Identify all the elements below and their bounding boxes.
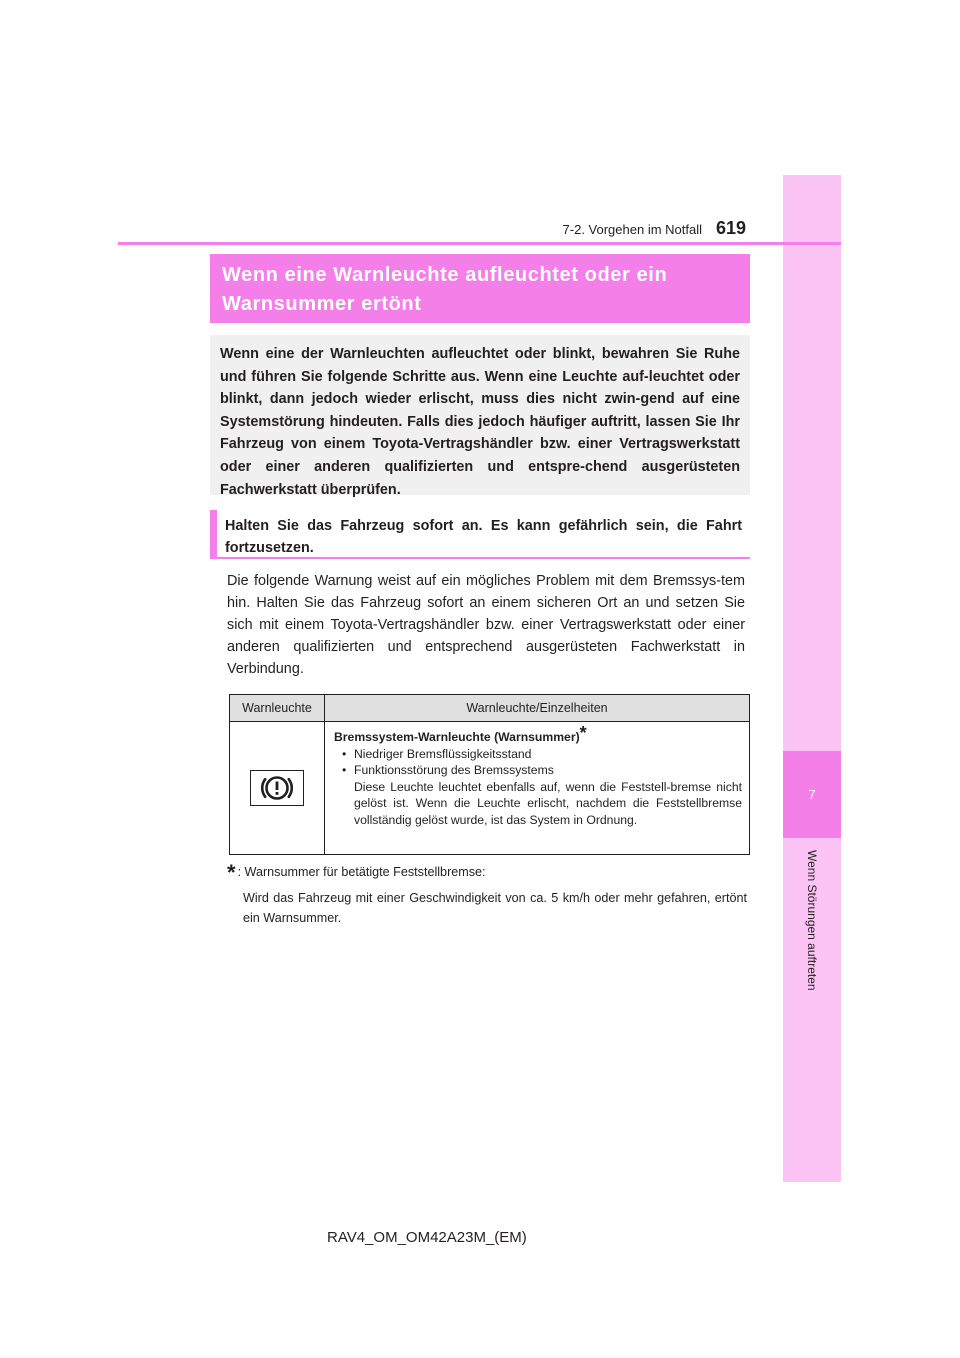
warning-light-table xyxy=(229,694,750,855)
list-item-text: Niedriger Bremsflüssigkeitsstand xyxy=(354,746,532,761)
list-item-text: Funktionsstörung des Bremssystems xyxy=(354,763,554,777)
detail-title xyxy=(334,723,742,746)
footnote-text: Wird das Fahrzeug mit einer Geschwindigkeit von ca. 5 km/h oder mehr gefahren, ertönt ein Warnsummer. xyxy=(243,891,747,925)
intro-box xyxy=(210,335,750,498)
footnote-star: * xyxy=(227,860,236,885)
table-detail-cell xyxy=(334,723,742,828)
warning-heading-box xyxy=(210,510,750,559)
warning-heading: Halten Sie das Fahrzeug sofort an. Es kann gefährlich sein, die Fahrt fortzusetzen. xyxy=(225,518,742,556)
footer-document-code: RAV4_OM_OM42A23M_(EM) xyxy=(327,1229,527,1246)
body-paragraph: Die folgende Warnung weist auf ein mögliches Problem mit dem Bremssys-tem hin. Halten Sie das Fahrzeug sofort an einem sicheren Ort an und setzen Sie sich mit einem Toyota-Vertragshändler bzw. einer Vertragswerkstatt oder einer anderen qualifizierten und entsprechend ausgerüsteten Fachwerkstatt in Verbindung. xyxy=(227,573,745,677)
bullet-dot: • xyxy=(342,763,347,777)
detail-title-text: Bremssystem-Warnleuchte (Warnsummer) xyxy=(334,730,580,744)
detail-description: Diese Leuchte leuchtet ebenfalls auf, wenn die Feststell-bremse nicht gelöst ist. Wenn die Leuchte erlischt, nachdem die Feststellbremse vollständig gelöst wurde, ist das System in Ordnung. xyxy=(354,779,742,827)
bullet-dot: • xyxy=(342,746,347,761)
section-title xyxy=(222,261,738,319)
chapter-title: Wenn Störungen auftreten xyxy=(805,849,819,991)
brake-warning-icon xyxy=(250,770,304,806)
chapter-number: 7 xyxy=(808,787,816,802)
footnote-marker: * xyxy=(579,723,587,743)
footnote-label: : Warnsummer für betätigte Feststellbremse: xyxy=(237,865,486,879)
table-header-warning-light: Warnleuchte xyxy=(242,701,312,715)
list-item xyxy=(334,762,742,779)
brake-warning-icon-graphic xyxy=(256,773,298,803)
side-strip xyxy=(783,175,841,1182)
table-icon-cell xyxy=(230,722,324,854)
section-title-line1: Wenn eine Warnleuchte aufleuchtet oder ein xyxy=(222,264,668,286)
section-title-box xyxy=(210,254,750,323)
header-rule xyxy=(118,242,841,245)
intro-text: Wenn eine der Warnleuchten aufleuchtet oder blinkt, bewahren Sie Ruhe und führen Sie folgende Schritte aus. Wenn eine Leuchte auf-leuchtet oder blinkt, dann jedoch wieder erlischt, muss dies nicht zwin-gend auf eine Systemstörung hindeuten. Falls dies jedoch häufiger auftritt, lassen Sie Ihr Fahrzeug von einem Toyota-Vertragshändler bzw. einer Vertragswerkstatt oder einer anderen qualifizierten und entspre-chend ausgerüsteten Fachwerkstatt überprüfen. xyxy=(220,346,740,498)
table-header-row xyxy=(230,695,749,722)
chapter-title-vertical xyxy=(770,849,854,991)
section-reference: 7-2. Vorgehen im Notfall xyxy=(562,222,702,237)
section-title-line2: Warnsummer ertönt xyxy=(222,293,422,315)
footnote xyxy=(227,862,747,928)
page-number: 619 xyxy=(716,218,747,238)
table-header-details: Warnleuchte/Einzelheiten xyxy=(466,701,608,715)
list-item xyxy=(334,746,742,763)
column-divider xyxy=(324,695,325,854)
